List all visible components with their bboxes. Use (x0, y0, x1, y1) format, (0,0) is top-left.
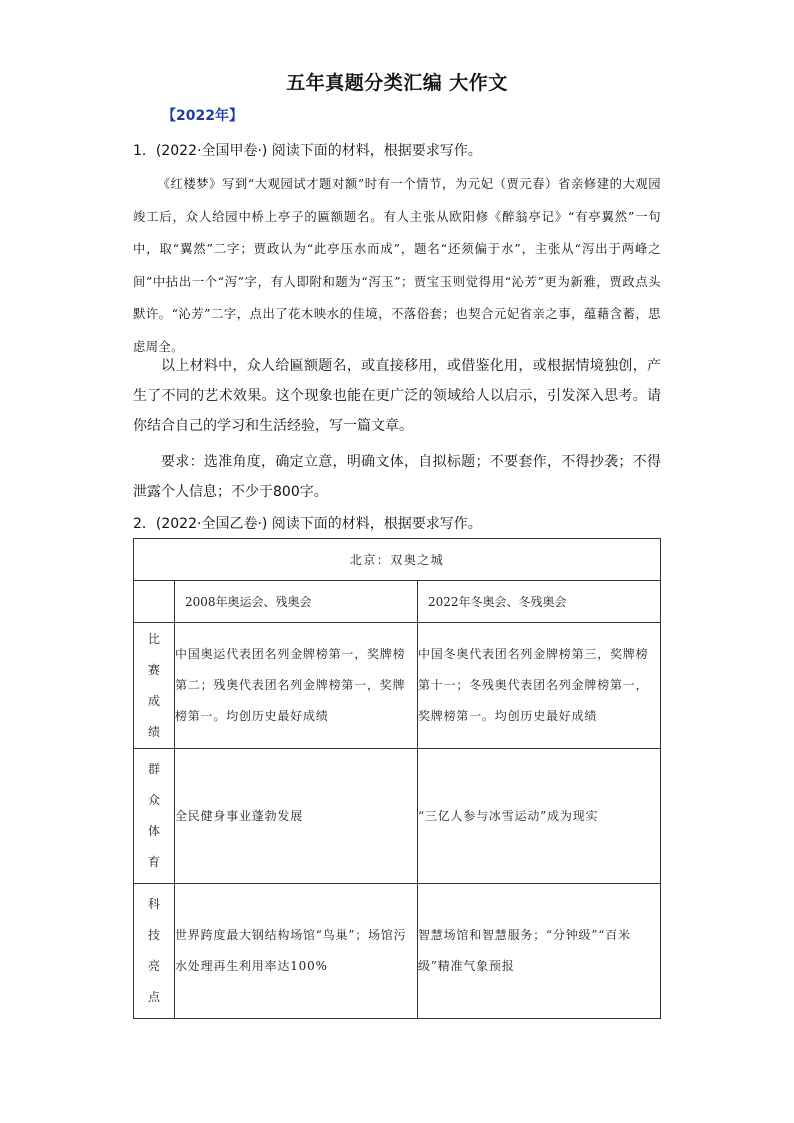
row-label-mass-sports: 群 众 体 育 (134, 749, 175, 884)
row-label-results: 比 赛 成 绩 (134, 623, 175, 749)
table-row (134, 749, 661, 884)
table-corner (134, 581, 175, 623)
table-row (134, 884, 661, 1019)
cell-2008-results: 中国奥运代表团名列金牌榜第一，奖牌榜第二；残奥代表团名列金牌榜第一，奖牌榜第一。均创历史最好成绩 (175, 623, 418, 749)
cell-2008-mass-sports: 全民健身事业蓬勃发展 (175, 749, 418, 884)
question-1-paragraph (133, 351, 661, 441)
page-title: 五年真题分类汇编 大作文 (286, 72, 508, 94)
column-header-2008: 2008年奥运会、残奥会 (175, 581, 418, 623)
cell-2022-results: 中国冬奥代表团名列金牌榜第三，奖牌榜第十一；冬残奥代表团名列金牌榜第一，奖牌榜第一。均创历史最好成绩 (418, 623, 661, 749)
prompt-paragraph: 以上材料中，众人给匾额题名，或直接移用，或借鉴化用，或根据情境独创，产生了不同的艺术效果。这个现象也能在更广泛的领域给人以启示，引发深入思考。请你结合自己的学习和生活经验，写一篇文章。 (133, 358, 661, 434)
olympics-table (133, 538, 661, 1019)
question-1-requirements (133, 447, 661, 507)
cell-2022-tech: 智慧场馆和智慧服务；“分钟级”“百米级”精准气象预报 (418, 884, 661, 1019)
column-header-2022: 2022年冬奥会、冬残奥会 (418, 581, 661, 623)
question-1-material (133, 168, 661, 363)
material-text: 《红楼梦》写到“大观园试才题对额”时有一个情节，为元妃（贾元春）省亲修建的大观园竣工后，众人给园中桥上亭子的匾额题名。有人主张从欧阳修《醉翁亭记》“有亭翼然”一句中，取“翼然”二字；贾政认为“此亭压水而成”，题名“还须偏于水”，主张从“泻出于两峰之间”中拈出一个“泻”字，有人即附和题为“泻玉”；贾宝玉则觉得用“沁芳”更为新雅，贾政点头默许。“沁芳”二字，点出了花木映水的佳境，不落俗套；也契合元妃省亲之事，蕴藉含蓄，思虑周全。 (133, 177, 661, 354)
question-1-header: 1．(2022·全国甲卷·) 阅读下面的材料，根据要求写作。 (133, 143, 482, 159)
year-tag: 【2022年】 (162, 108, 243, 124)
question-2-header: 2．(2022·全国乙卷·) 阅读下面的材料，根据要求写作。 (133, 516, 482, 532)
cell-2008-tech: 世界跨度最大钢结构场馆“鸟巢”；场馆污水处理再生利用率达100% (175, 884, 418, 1019)
cell-2022-mass-sports: “三亿人参与冰雪运动”成为现实 (418, 749, 661, 884)
requirements-text: 要求：选准角度，确定立意，明确文体，自拟标题；不要套作，不得抄袭；不得泄露个人信息；不少于800字。 (133, 454, 661, 500)
table-title: 北京：双奥之城 (134, 539, 661, 581)
table-row (134, 623, 661, 749)
row-label-tech: 科 技 亮 点 (134, 884, 175, 1019)
